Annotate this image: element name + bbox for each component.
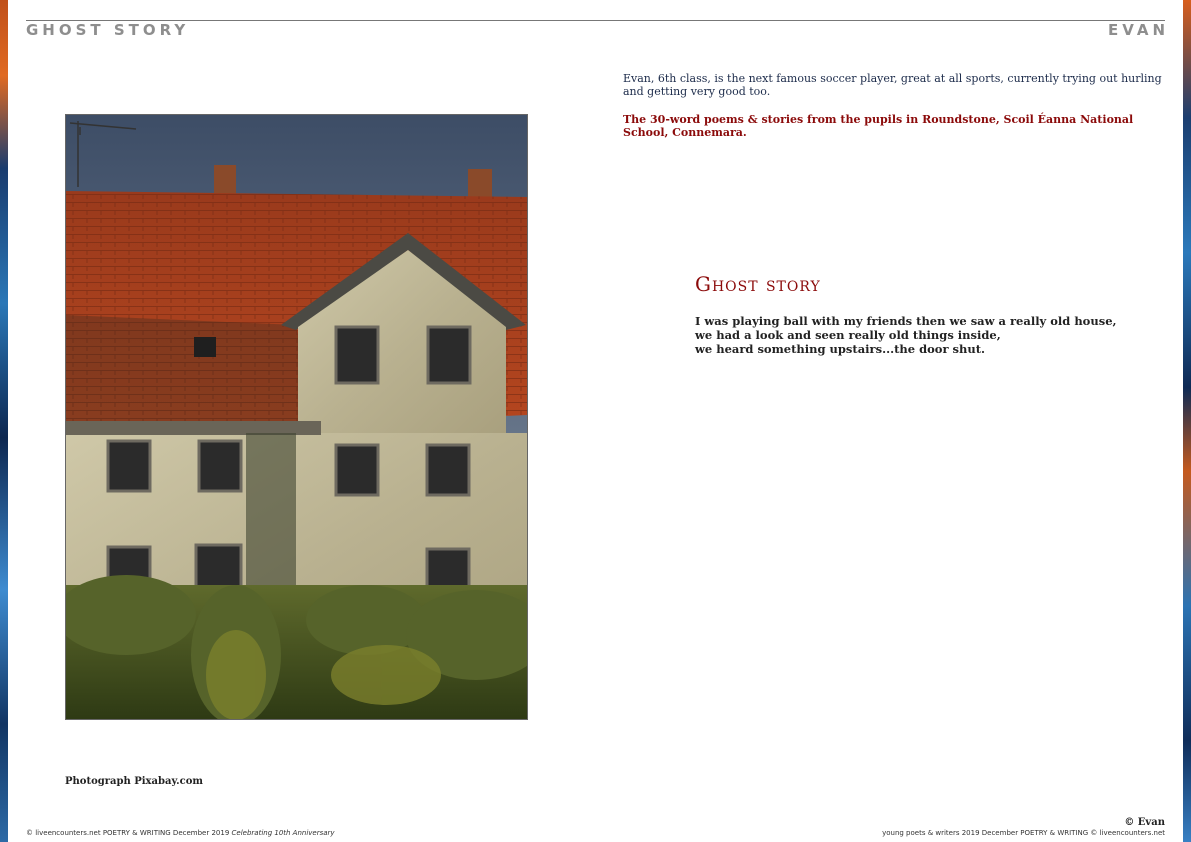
running-header-title: GHOST STORY <box>26 21 190 39</box>
running-header-author: EVAN <box>1108 21 1169 39</box>
footer-publication: © liveencounters.net POETRY & WRITING December 2019 <box>26 829 230 837</box>
left-decorative-border <box>0 0 8 842</box>
footer-left <box>26 829 335 837</box>
poem-body <box>695 314 1117 356</box>
magazine-page <box>8 0 1183 842</box>
right-decorative-border <box>1183 0 1191 842</box>
anthology-tagline: The 30-word poems & stories from the pupils in Roundstone, Scoil Éanna National School, Connemara. <box>623 113 1134 139</box>
footer-anniversary: Celebrating 10th Anniversary <box>231 829 335 837</box>
haunted-house-photo <box>65 114 528 720</box>
poem-line: we had a look and seen really old things inside, <box>695 328 1001 342</box>
header-rule <box>26 20 1165 21</box>
poem-line: I was playing ball with my friends then we saw a really old house, <box>695 314 1117 328</box>
photo-credit: Photograph Pixabay.com <box>65 776 203 787</box>
poem-title: Ghost story <box>695 272 821 296</box>
author-bio: Evan, 6th class, is the next famous soccer player, great at all sports, currently trying out hurling and getting very good too. <box>623 72 1162 98</box>
copyright-notice: © Evan <box>1124 817 1165 828</box>
footer-right: young poets & writers 2019 December POETRY & WRITING © liveencounters.net <box>882 829 1165 837</box>
poem-line: we heard something upstairs...the door shut. <box>695 342 986 356</box>
